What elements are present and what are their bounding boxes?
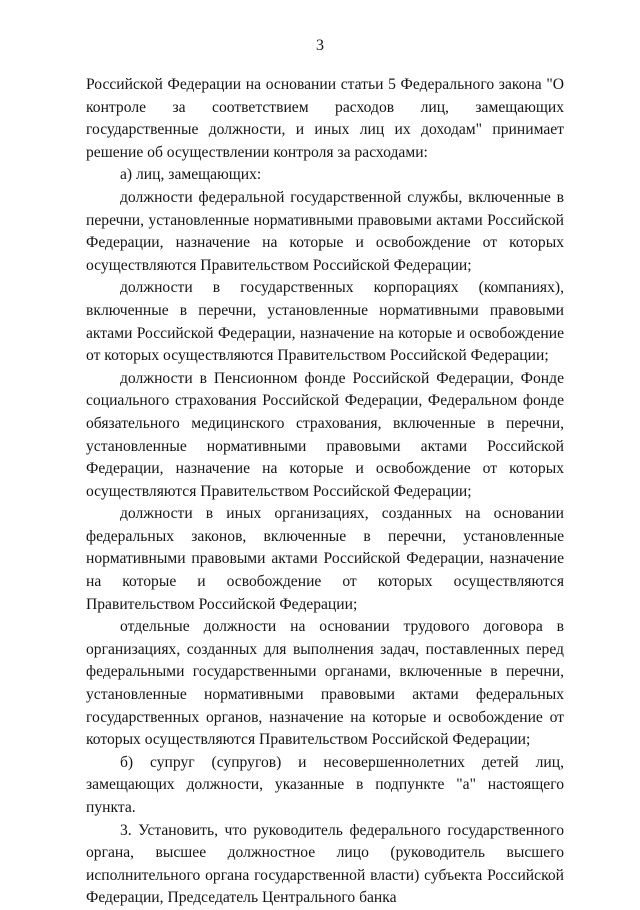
paragraph-other-organizations: должности в иных организациях, созданных на основании федеральных законов, включенные в перечни, установленные нормативными правовыми актами Российской Федерации, назначение на которые и освобождение от которых осуществляются Правительством Российской Федерации;	[86, 505, 564, 613]
paragraph-continuation: Российской Федерации на основании статьи 5 Федерального закона "О контроле за соответствием расходов лиц, замещающих государственные должности, и иных лиц их доходам" принимает решение об осуществлении контроля за расходами:	[86, 76, 564, 161]
page-number: 3	[316, 37, 324, 54]
document-body	[86, 74, 564, 910]
paragraph-item-3: 3. Установить, что руководитель федерального государственного органа, высшее должностное лицо (руководитель высшего исполнительного органа государственной власти) субъекта Российской Федерации, Председатель Центрального банка	[86, 821, 564, 907]
paragraph-subitem-a: а) лиц, замещающих:	[120, 166, 262, 184]
paragraph-subitem-b: б) супруг (супругов) и несовершеннолетних детей лиц, замещающих должности, указанные в подпункте "а" настоящего пункта.	[86, 753, 564, 816]
paragraph-employment-contract: отдельные должности на основании трудового договора в организациях, созданных для выполнения задач, поставленных перед федеральными государственными органами, включенные в перечни, установленные нормативными правовыми актами федеральных государственных органов, назначение на которые и освобождение от которых осуществляются Правительством Российской Федерации;	[86, 618, 564, 749]
paragraph-federal-civil-service: должности федеральной государственной службы, включенные в перечни, установленные нормативными правовыми актами Российской Федерации, назначение на которые и освобождение от которых осуществляются Правительством Российской Федерации;	[86, 188, 564, 274]
paragraph-state-corporations: должности в государственных корпорациях (компаниях), включенные в перечни, установленные нормативными правовыми актами Российской Федерации, назначение на которые и освобождение от которых осуществляются Правительством Российской Федерации;	[86, 279, 564, 365]
paragraph-pension-fund: должности в Пенсионном фонде Российской Федерации, Фонде социального страхования Российской Федерации, Федеральном фонде обязательного медицинского страхования, включенные в перечни, установленные нормативными правовыми актами Российской Федерации, назначение на которые и освобождение от которых осуществляются Правительством Российской Федерации;	[86, 369, 564, 500]
